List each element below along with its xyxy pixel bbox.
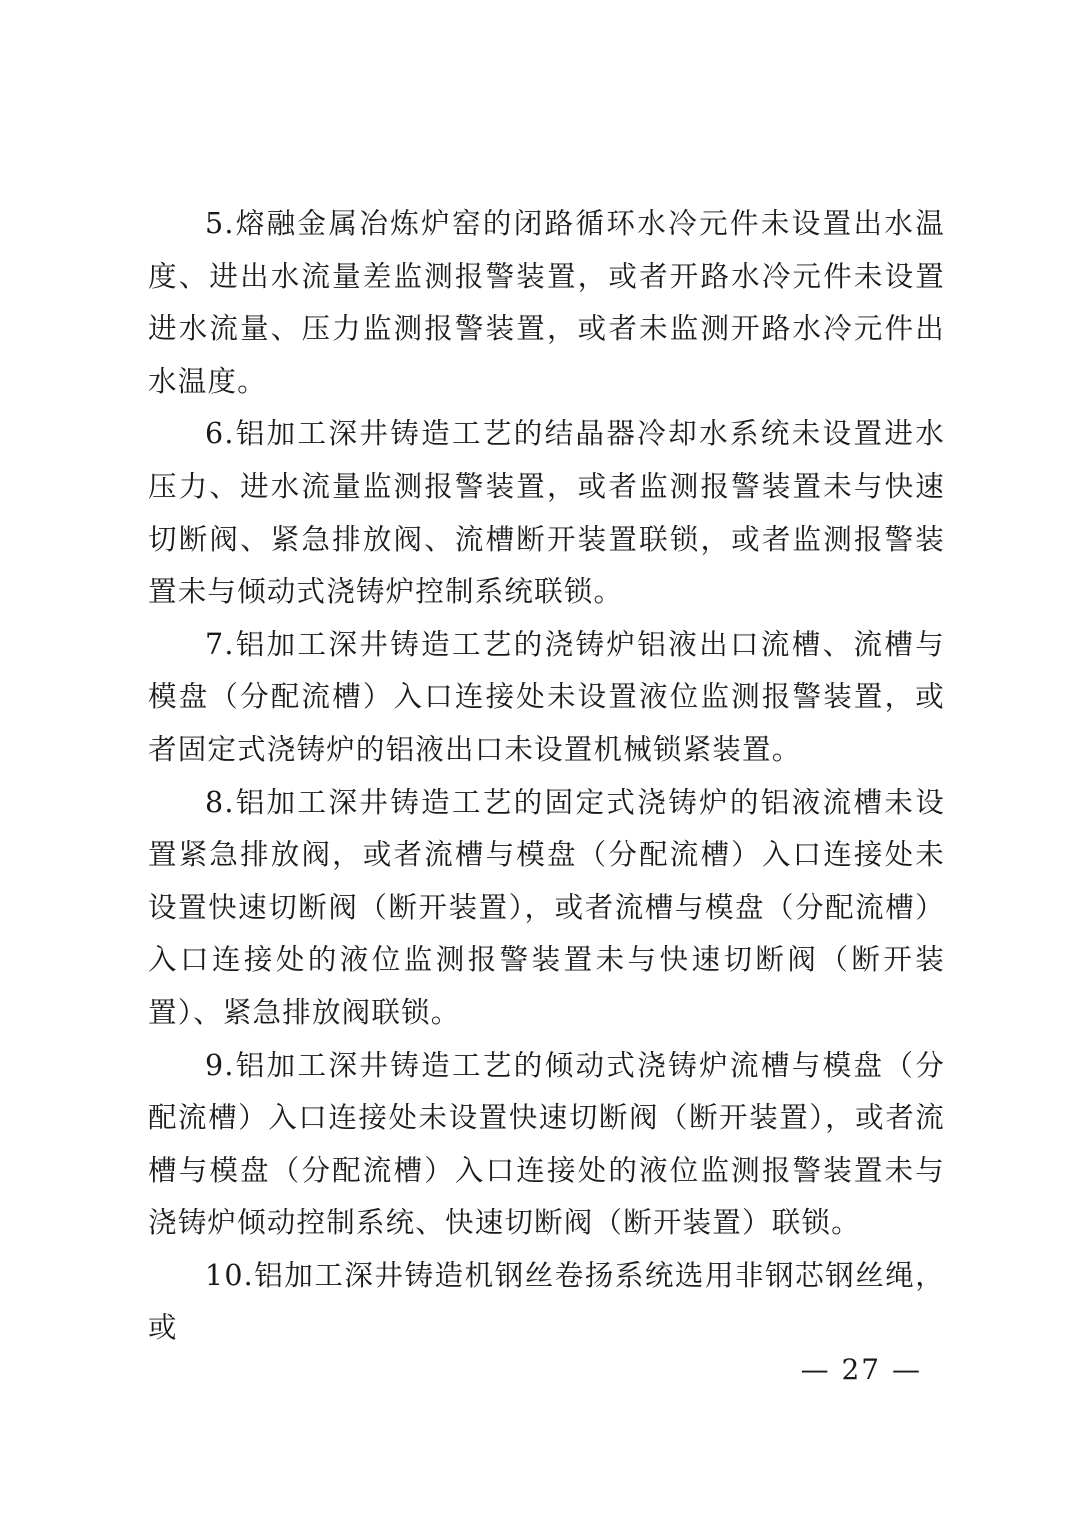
paragraph-item-5: 5.熔融金属冶炼炉窑的闭路循环水冷元件未设置出水温度、进出水流量差监测报警装置，或者开路水冷元件未设置进水流量、压力监测报警装置，或者未监测开路水冷元件出水温度。 <box>148 207 945 398</box>
paragraph-item-9: 9.铝加工深井铸造工艺的倾动式浇铸炉流槽与模盘（分配流槽）入口连接处未设置快速切断阀（断开装置），或者流槽与模盘（分配流槽）入口连接处的液位监测报警装置未与浇铸炉倾动控制系统、快速切断阀（断开装置）联锁。 <box>148 1048 945 1240</box>
paragraph-item-6: 6.铝加工深井铸造工艺的结晶器冷却水系统未设置进水压力、进水流量监测报警装置，或者监测报警装置未与快速切断阀、紧急排放阀、流槽断开装置联锁，或者监测报警装置未与倾动式浇铸炉控制系统联锁。 <box>148 417 945 609</box>
paragraph-item-8: 8.铝加工深井铸造工艺的固定式浇铸炉的铝液流槽未设置紧急排放阀，或者流槽与模盘（分配流槽）入口连接处未设置快速切断阀（断开装置），或者流槽与模盘（分配流槽）入口连接处的液位监测报警装置未与快速切断阀（断开装置）、紧急排放阀联锁。 <box>148 785 945 1029</box>
body-text <box>148 198 945 1355</box>
page-number: — 27 — <box>800 1353 922 1386</box>
paragraph-item-10: 10.铝加工深井铸造机钢丝卷扬系统选用非钢芯钢丝绳，或 <box>148 1258 945 1345</box>
paragraph-item-7: 7.铝加工深井铸造工艺的浇铸炉铝液出口流槽、流槽与模盘（分配流槽）入口连接处未设置液位监测报警装置，或者固定式浇铸炉的铝液出口未设置机械锁紧装置。 <box>148 627 945 766</box>
